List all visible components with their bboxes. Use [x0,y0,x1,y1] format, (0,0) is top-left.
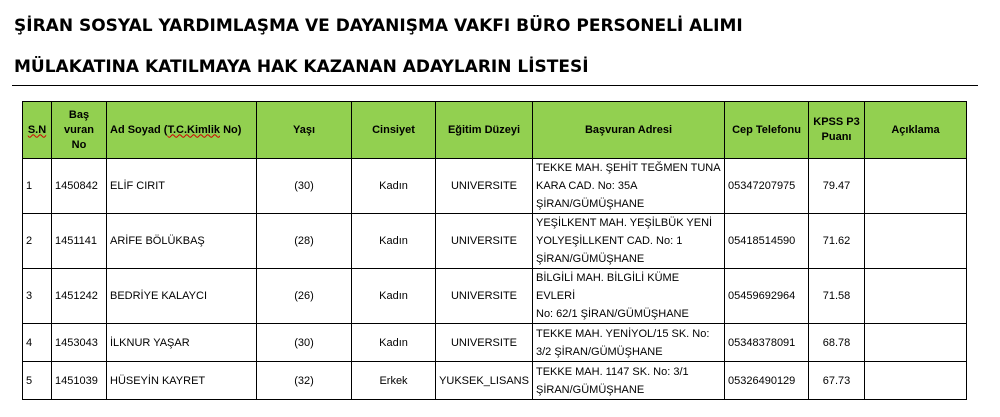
cell-egitim-duzeyi: YUKSEK_LISANS [436,362,533,400]
cell-sn: 3 [23,269,52,324]
cell-cep-telefonu: 05459692964 [725,269,809,324]
cell-basvuran-no: 1450842 [52,159,107,214]
cell-ad-soyad: BEDRİYE KALAYCI [107,269,257,324]
applicants-table [22,101,967,400]
table-row [23,269,967,324]
header-cinsiyet: Cinsiyet [352,102,436,159]
cell-kpss-puani: 67.73 [809,362,865,400]
cell-sn: 5 [23,362,52,400]
cell-cinsiyet: Kadın [352,159,436,214]
cell-ad-soyad: ELİF CIRIT [107,159,257,214]
cell-cep-telefonu: 05418514590 [725,214,809,269]
header-kpss-puani: KPSS P3 Puanı [809,102,865,159]
header-aciklama: Açıklama [865,102,967,159]
cell-basvuran-no: 1451141 [52,214,107,269]
cell-yasi: (26) [257,269,352,324]
cell-kpss-puani: 68.78 [809,324,865,362]
cell-ad-soyad: ARİFE BÖLÜKBAŞ [107,214,257,269]
cell-basvuran-no: 1451242 [52,269,107,324]
cell-yasi: (28) [257,214,352,269]
cell-cep-telefonu: 05326490129 [725,362,809,400]
cell-sn: 1 [23,159,52,214]
table-row [23,324,967,362]
table-row [23,214,967,269]
table-header-row [23,102,967,159]
header-yasi: Yaşı [257,102,352,159]
cell-sn: 4 [23,324,52,362]
header-egitim-duzeyi: Eğitim Düzeyi [436,102,533,159]
cell-ad-soyad: HÜSEYİN KAYRET [107,362,257,400]
cell-egitim-duzeyi: UNIVERSITE [436,159,533,214]
cell-basvuran-adresi: YEŞİLKENT MAH. YEŞİLBÜK YENİ YOLYEŞİLLKENT CAD. No: 1 ŞİRAN/GÜMÜŞHANE [533,214,725,269]
header-cep-telefonu: Cep Telefonu [725,102,809,159]
table-row [23,362,967,400]
cell-egitim-duzeyi: UNIVERSITE [436,269,533,324]
cell-kpss-puani: 71.58 [809,269,865,324]
document-title: ŞİRAN SOSYAL YARDIMLAŞMA VE DAYANIŞMA VAKFI BÜRO PERSONELİ ALIMI [14,16,743,36]
header-sn: S.N [23,102,52,159]
cell-cep-telefonu: 05348378091 [725,324,809,362]
cell-basvuran-adresi: TEKKE MAH. ŞEHİT TEĞMEN TUNA KARA CAD. No: 35A ŞİRAN/GÜMÜŞHANE [533,159,725,214]
cell-aciklama [865,159,967,214]
cell-basvuran-no: 1453043 [52,324,107,362]
cell-basvuran-adresi: BİLGİLİ MAH. BİLGİLİ KÜME EVLERİ No: 62/1 ŞİRAN/GÜMÜŞHANE [533,269,725,324]
cell-sn: 2 [23,214,52,269]
title-divider [12,85,978,86]
cell-aciklama [865,362,967,400]
cell-ad-soyad: İLKNUR YAŞAR [107,324,257,362]
header-basvuran-no: Baş vuran No [52,102,107,159]
cell-cinsiyet: Erkek [352,362,436,400]
cell-yasi: (30) [257,159,352,214]
header-ad-soyad: Ad Soyad (T.C.Kimlik No) [107,102,257,159]
cell-aciklama [865,214,967,269]
cell-kpss-puani: 71.62 [809,214,865,269]
cell-aciklama [865,269,967,324]
cell-aciklama [865,324,967,362]
cell-basvuran-adresi: TEKKE MAH. YENİYOL/15 SK. No: 3/2 ŞİRAN/GÜMÜŞHANE [533,324,725,362]
cell-yasi: (32) [257,362,352,400]
cell-egitim-duzeyi: UNIVERSITE [436,324,533,362]
document-subtitle: MÜLAKATINA KATILMAYA HAK KAZANAN ADAYLARIN LİSTESİ [14,57,589,77]
cell-basvuran-no: 1451039 [52,362,107,400]
cell-basvuran-adresi: TEKKE MAH. 1147 SK. No: 3/1 ŞİRAN/GÜMÜŞHANE [533,362,725,400]
table-row [23,159,967,214]
header-basvuran-adresi: Başvuran Adresi [533,102,725,159]
cell-egitim-duzeyi: UNIVERSITE [436,214,533,269]
cell-cep-telefonu: 05347207975 [725,159,809,214]
cell-cinsiyet: Kadın [352,214,436,269]
cell-yasi: (30) [257,324,352,362]
cell-cinsiyet: Kadın [352,269,436,324]
cell-cinsiyet: Kadın [352,324,436,362]
cell-kpss-puani: 79.47 [809,159,865,214]
